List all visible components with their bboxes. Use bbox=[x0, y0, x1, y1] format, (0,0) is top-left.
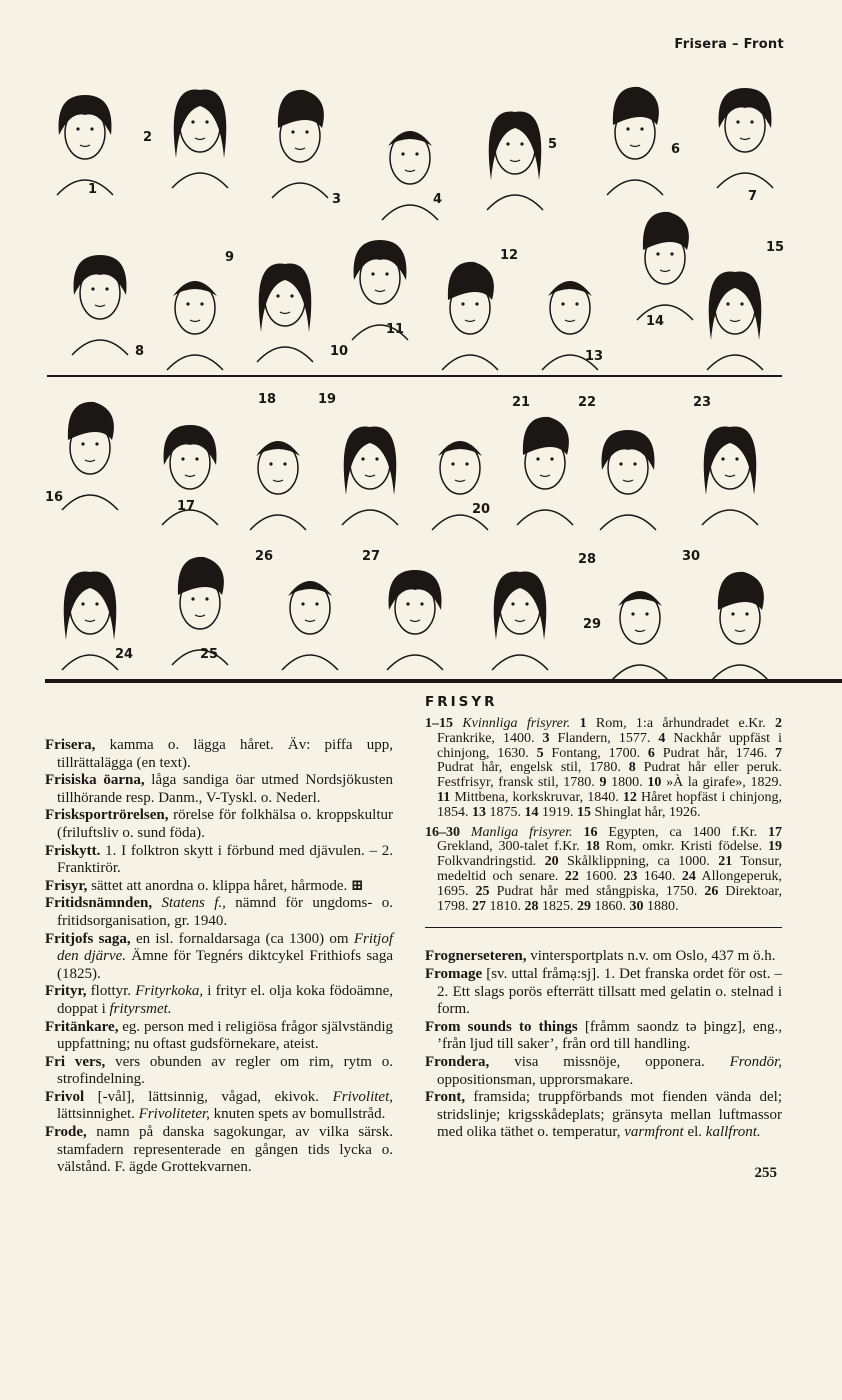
entry-text: 1825. bbox=[538, 898, 577, 914]
hairstyle-figure-12 bbox=[442, 262, 498, 370]
eye bbox=[375, 457, 378, 460]
entry-text: i frityr el. olja koka födoämne, doppat i bbox=[57, 983, 393, 1017]
entry-headword: Friskytt. bbox=[45, 842, 101, 859]
hairstyle-figure-1 bbox=[57, 95, 113, 195]
shoulders bbox=[600, 515, 656, 530]
entry-text: rörelse för folkhälsa o. kroppskultur (friluftsliv o. sund föda). bbox=[57, 807, 393, 841]
entry-text: Folkvandringstid. bbox=[437, 854, 545, 870]
entry-text: 18 bbox=[585, 839, 600, 855]
eye bbox=[276, 294, 279, 297]
italic-term: Kvinnliga frisyrer. bbox=[462, 716, 571, 731]
italic-term: kallfront. bbox=[705, 1124, 761, 1141]
caption-title: FRISYR bbox=[425, 694, 498, 710]
eye bbox=[283, 462, 286, 465]
entry-headword: Frityr, bbox=[45, 983, 87, 1000]
shoulders bbox=[272, 183, 328, 198]
eye bbox=[745, 612, 748, 615]
eye bbox=[291, 130, 294, 133]
figure-number: 28 bbox=[578, 552, 597, 567]
eye bbox=[640, 127, 643, 130]
entry-text: Flandern, 1577. bbox=[549, 730, 659, 746]
entry-headword: Fri vers, bbox=[45, 1053, 106, 1070]
shoulders bbox=[612, 665, 668, 680]
shoulders bbox=[492, 655, 548, 670]
hairstyle-figure-15 bbox=[707, 272, 763, 370]
entry-text: 3 bbox=[542, 730, 550, 746]
hairstyle-figure-30 bbox=[712, 572, 768, 680]
entry-text: ⊞ bbox=[351, 877, 364, 894]
entry-text: sättet att anordna o. klippa håret, hårmode. bbox=[87, 877, 352, 894]
entry-text: Pudrat hår, 1746. bbox=[654, 745, 776, 761]
entry-text: 11 bbox=[437, 789, 451, 805]
entry-text: 29 bbox=[577, 898, 591, 914]
shoulders bbox=[57, 180, 113, 195]
shoulders bbox=[250, 515, 306, 530]
eye bbox=[631, 612, 634, 615]
figure-number: 14 bbox=[646, 314, 665, 329]
illustration-caption bbox=[425, 717, 782, 919]
italic-term: Manliga frisyrer. bbox=[470, 824, 573, 840]
shoulders bbox=[72, 340, 128, 355]
eye bbox=[619, 462, 622, 465]
eye bbox=[90, 127, 93, 130]
figure-number: 8 bbox=[135, 344, 145, 359]
italic-term: Frivoliteter, bbox=[138, 1106, 210, 1123]
entry-text: 1860. bbox=[591, 898, 630, 914]
hairstyle-figure-8 bbox=[72, 255, 128, 355]
entry-text: 5 bbox=[536, 745, 544, 761]
plate-divider bbox=[47, 375, 782, 377]
entry-headword: Fritidsnämnden, bbox=[45, 895, 153, 912]
dictionary-entry bbox=[425, 1054, 782, 1089]
dictionary-entry bbox=[45, 737, 393, 772]
entry-text: vintersportplats n.v. om Oslo, 437 m ö.h. bbox=[526, 948, 776, 965]
shoulders bbox=[382, 205, 438, 220]
entry-text bbox=[152, 895, 161, 911]
eye bbox=[81, 442, 84, 445]
hairstyle-figure-5 bbox=[487, 112, 543, 210]
shoulders bbox=[167, 355, 223, 370]
hairstyle-figure-6 bbox=[607, 87, 663, 195]
italic-term: Frondör, bbox=[729, 1053, 782, 1070]
eye bbox=[475, 302, 478, 305]
caption-rule bbox=[425, 927, 782, 928]
eye bbox=[406, 602, 409, 605]
entry-text: 22 bbox=[564, 868, 579, 884]
caption-paragraph bbox=[425, 717, 782, 821]
entry-text: el. bbox=[683, 1124, 706, 1141]
entry-headword: Fritjofs saga, bbox=[45, 930, 131, 947]
entry-text: lättsinnighet. bbox=[57, 1106, 139, 1123]
entry-text: 12 bbox=[622, 789, 637, 805]
hairstyle-figure-2 bbox=[172, 90, 228, 188]
entry-text: 1800. bbox=[606, 775, 648, 791]
entry-text: Egypten, ca 1400 f.Kr. bbox=[597, 824, 768, 840]
hairstyle-figure-3 bbox=[272, 90, 328, 198]
figure-number: 27 bbox=[362, 549, 381, 564]
eye bbox=[401, 152, 404, 155]
entry-text: 9 bbox=[599, 775, 607, 791]
entry-text: Rom, omkr. Kristi födelse. bbox=[599, 839, 768, 855]
figure-number: 13 bbox=[585, 349, 604, 364]
entry-text: Tonsur, medeltid och senare. bbox=[437, 854, 782, 884]
entry-text: 1919. bbox=[538, 804, 577, 820]
entry-text: framsida; truppförbands mot fienden vända del; stridslinje; krigsskådeplats; gränsyta mellan luftmassor med olika täthet o. temperatur, bbox=[437, 1089, 782, 1141]
entry-text: namn på danska sagokungar, av vilka särsk. stamfadern representerade en gången tids lycka o. välstånd. F. ägde Grottekvarnen. bbox=[57, 1124, 393, 1176]
entry-headword: Frisiska öarna, bbox=[45, 772, 145, 789]
eye bbox=[465, 462, 468, 465]
hairstyle-figure-9 bbox=[167, 281, 223, 370]
entry-headword: Frivol bbox=[45, 1088, 85, 1105]
entry-text: Fontang, 1700. bbox=[543, 745, 648, 761]
dictionary-entry bbox=[45, 843, 393, 878]
shoulders bbox=[702, 510, 758, 525]
entry-text: nämnd för ungdoms- o. fritidsorganisation, gr. 1940. bbox=[57, 895, 393, 929]
entry-text: 15 bbox=[577, 804, 591, 820]
eye bbox=[191, 597, 194, 600]
eye bbox=[506, 142, 509, 145]
eye bbox=[415, 152, 418, 155]
shoulders bbox=[442, 355, 498, 370]
entry-headword: Fritänkare, bbox=[45, 1018, 119, 1035]
hairstyle-figure-27 bbox=[387, 570, 443, 670]
eye bbox=[195, 457, 198, 460]
figure-number: 17 bbox=[177, 499, 196, 514]
shoulders bbox=[62, 495, 118, 510]
eye bbox=[95, 442, 98, 445]
entry-text: 24 bbox=[681, 868, 696, 884]
entry-text: 8 bbox=[628, 760, 636, 776]
entry-text: 1. I folktron skytt i förbund med djävulen. – 2. Franktirör. bbox=[57, 842, 393, 877]
figure-number: 30 bbox=[682, 549, 701, 564]
entry-text: Rom, 1:a århundradet e.Kr. bbox=[586, 716, 776, 731]
entry-text: Skålklippning, ca 1000. bbox=[558, 854, 719, 870]
entry-text: 2 bbox=[775, 716, 783, 731]
eye bbox=[191, 120, 194, 123]
hairstyle-figure-22 bbox=[600, 430, 656, 530]
eye bbox=[536, 457, 539, 460]
eye bbox=[95, 602, 98, 605]
dictionary-entry bbox=[45, 1089, 393, 1124]
entry-text bbox=[453, 716, 462, 731]
hairstyle-figure-14 bbox=[637, 212, 693, 320]
entry-text: 1875. bbox=[486, 804, 525, 820]
entry-text: visa missnöje, opponera. bbox=[489, 1053, 730, 1070]
entry-text: [fråmm saondz tə þingz], eng., ’från ljud till saker’, från ord till handling. bbox=[437, 1018, 782, 1053]
right-column-entries bbox=[425, 948, 782, 1142]
figure-number: 23 bbox=[693, 395, 712, 410]
eye bbox=[561, 302, 564, 305]
entry-text: 26 bbox=[704, 883, 719, 899]
dictionary-entry bbox=[45, 983, 393, 1018]
entry-headword: Frisyr, bbox=[45, 877, 88, 894]
entry-text: oppositionsman, upprorsmakare. bbox=[437, 1071, 634, 1088]
figure-number: 12 bbox=[500, 248, 519, 263]
shoulders bbox=[517, 510, 573, 525]
entry-text: 23 bbox=[623, 868, 638, 884]
figure-number: 3 bbox=[332, 192, 342, 207]
shoulders bbox=[717, 173, 773, 188]
shoulders bbox=[607, 180, 663, 195]
eye bbox=[290, 294, 293, 297]
hairstyle-figure-24 bbox=[62, 572, 118, 670]
figure-number: 15 bbox=[766, 240, 785, 255]
hairstyle-figure-7 bbox=[717, 88, 773, 188]
eye bbox=[721, 457, 724, 460]
entry-text: låga sandiga öar utmed Nordsjökusten tillhörande resp. Danm., V-Tyskl. o. Nederl. bbox=[57, 772, 393, 806]
shoulders bbox=[342, 510, 398, 525]
entry-text bbox=[460, 825, 471, 840]
figure-number: 1 bbox=[88, 182, 98, 197]
hairstyle-figure-4 bbox=[382, 131, 438, 220]
shoulders bbox=[432, 515, 488, 530]
eye bbox=[420, 602, 423, 605]
eye bbox=[200, 302, 203, 305]
hairstyle-figure-23 bbox=[702, 427, 758, 525]
figure-number: 16 bbox=[45, 490, 64, 505]
entry-text: Allongeperuk, 1695. bbox=[437, 868, 783, 899]
entry-text: 28 bbox=[524, 898, 539, 914]
figure-number: 22 bbox=[578, 395, 597, 410]
section-divider bbox=[45, 679, 842, 683]
italic-term: Frivolitet, bbox=[332, 1088, 393, 1105]
figure-number: 25 bbox=[200, 647, 219, 662]
eye bbox=[181, 457, 184, 460]
hairstyle-figure-16 bbox=[62, 402, 118, 510]
figure-number: 10 bbox=[330, 344, 349, 359]
running-head: Frisera – Front bbox=[674, 37, 784, 52]
entry-text: »À la girafe», 1829. bbox=[661, 775, 782, 791]
entry-text: 17 bbox=[768, 824, 782, 840]
eye bbox=[735, 457, 738, 460]
entry-text: eg. person med i religiösa frågor självständig uppfattning; nu oftast gudsförnekare, ateist. bbox=[57, 1018, 393, 1053]
dictionary-entry bbox=[45, 1124, 393, 1177]
entry-headword: Fromage bbox=[425, 965, 483, 982]
eye bbox=[645, 612, 648, 615]
entry-text: 21 bbox=[718, 854, 733, 870]
figure-number: 11 bbox=[386, 322, 405, 337]
eye bbox=[626, 127, 629, 130]
hairstyle-drawings bbox=[0, 0, 842, 690]
hairstyle-illustrations bbox=[0, 0, 842, 690]
eye bbox=[301, 602, 304, 605]
figure-number: 24 bbox=[115, 647, 134, 662]
eye bbox=[361, 457, 364, 460]
dictionary-entry bbox=[425, 948, 782, 966]
entry-headword: From sounds to things bbox=[425, 1018, 578, 1035]
eye bbox=[205, 120, 208, 123]
eye bbox=[269, 462, 272, 465]
hairstyle-figure-21 bbox=[517, 417, 573, 525]
figure-number: 20 bbox=[472, 502, 491, 517]
entry-text: 13 bbox=[472, 804, 486, 820]
entry-text: Ämne för Tegnérs diktcykel Frithiofs saga (1825). bbox=[57, 948, 393, 982]
figure-number: 2 bbox=[143, 130, 153, 145]
dictionary-entry bbox=[425, 966, 782, 1019]
figure-number: 29 bbox=[583, 617, 602, 632]
entry-text: Mittbena, korkskruvar, 1840. bbox=[450, 789, 623, 805]
eye bbox=[511, 602, 514, 605]
entry-text: 16 bbox=[583, 824, 598, 840]
entry-text: kamma o. lägga håret. Äv: piffa upp, tillrättalägga (en text). bbox=[57, 737, 393, 771]
eye bbox=[525, 602, 528, 605]
dictionary-entry bbox=[45, 878, 393, 896]
shoulders bbox=[172, 173, 228, 188]
dictionary-entry bbox=[45, 807, 393, 842]
eye bbox=[315, 602, 318, 605]
hairstyle-figure-10 bbox=[257, 264, 313, 362]
entry-text: [-vål], lättsinnig, vågad, ekivok. bbox=[84, 1088, 333, 1105]
figure-number: 7 bbox=[748, 189, 758, 204]
entry-text bbox=[570, 716, 579, 731]
eye bbox=[385, 272, 388, 275]
entry-text: Grekland, 300-talet f.Kr. bbox=[437, 839, 586, 855]
entry-text: 16–30 bbox=[425, 824, 460, 840]
figure-number: 18 bbox=[258, 392, 277, 407]
eye bbox=[371, 272, 374, 275]
shoulders bbox=[707, 355, 763, 370]
entry-headword: Frisera, bbox=[45, 737, 96, 753]
italic-term: varmfront bbox=[624, 1124, 684, 1141]
figure-number: 9 bbox=[225, 250, 235, 265]
entry-text: Frankrike, 1400. bbox=[437, 730, 543, 746]
eye bbox=[731, 612, 734, 615]
hairstyle-figure-18 bbox=[250, 441, 306, 530]
eye bbox=[205, 597, 208, 600]
figure-number: 4 bbox=[433, 192, 443, 207]
eye bbox=[461, 302, 464, 305]
eye bbox=[76, 127, 79, 130]
entry-headword: Frondera, bbox=[425, 1053, 490, 1070]
dictionary-entry bbox=[425, 1019, 782, 1054]
figure-number: 21 bbox=[512, 395, 531, 410]
entry-text: 1600. bbox=[578, 868, 624, 884]
entry-text: 1810. bbox=[486, 898, 525, 914]
figure-number: 6 bbox=[671, 142, 681, 157]
entry-text: Shinglat hår, 1926. bbox=[591, 804, 701, 820]
eye bbox=[736, 120, 739, 123]
italic-term: Frityrkoka, bbox=[135, 983, 204, 1000]
entry-text: 20 bbox=[544, 854, 559, 870]
entry-text: Nackhår uppfäst i chinjong, 1630. bbox=[437, 730, 782, 761]
entry-text: 6 bbox=[647, 745, 655, 761]
entry-text: en isl. fornaldarsaga (ca 1300) om bbox=[130, 930, 354, 947]
eye bbox=[186, 302, 189, 305]
eye bbox=[670, 252, 673, 255]
eye bbox=[91, 287, 94, 290]
eye bbox=[305, 130, 308, 133]
entry-headword: Front, bbox=[425, 1089, 466, 1106]
shoulders bbox=[62, 655, 118, 670]
eye bbox=[575, 302, 578, 305]
dictionary-entry bbox=[45, 772, 393, 807]
hairstyle-figure-29 bbox=[612, 591, 668, 680]
entry-text: Direktoar, 1798. bbox=[437, 883, 783, 914]
figure-number: 26 bbox=[255, 549, 274, 564]
right-column bbox=[425, 693, 782, 1182]
entry-text: 14 bbox=[524, 804, 539, 820]
shoulders bbox=[387, 655, 443, 670]
entry-text: Pudrat hår eller peruk. Festfrisyr, fransk stil, 1780. bbox=[437, 760, 782, 791]
entry-text: 10 bbox=[647, 775, 662, 791]
shoulders bbox=[282, 655, 338, 670]
entry-headword: Frode, bbox=[45, 1124, 87, 1141]
entry-text: 7 bbox=[775, 745, 783, 761]
shoulders bbox=[712, 665, 768, 680]
figure-number: 5 bbox=[548, 137, 558, 152]
entry-text: flottyr. bbox=[86, 983, 136, 1000]
italic-term: frityrsmet. bbox=[109, 1000, 172, 1017]
entry-text: 1–15 bbox=[425, 716, 453, 731]
eye bbox=[726, 302, 729, 305]
page-number: 255 bbox=[754, 1164, 777, 1181]
dictionary-entry bbox=[45, 1054, 393, 1089]
dictionary-entry bbox=[425, 1089, 782, 1142]
entry-text: vers obunden av regler om rim, rytm o. strofindelning. bbox=[57, 1053, 394, 1088]
italic-term: Statens f., bbox=[161, 895, 226, 912]
dictionary-entry bbox=[45, 931, 393, 984]
entry-text: Pudrat hår, engelsk stil, 1780. bbox=[437, 760, 629, 776]
eye bbox=[81, 602, 84, 605]
entry-headword: Frognerseteren, bbox=[425, 948, 527, 965]
entry-headword: Frisksportrörelsen, bbox=[45, 807, 169, 824]
entry-text: 25 bbox=[475, 883, 490, 899]
eye bbox=[750, 120, 753, 123]
shoulders bbox=[257, 347, 313, 362]
hairstyle-figure-19 bbox=[342, 427, 398, 525]
dictionary-entry bbox=[45, 895, 393, 930]
entry-text: Håret hopfäst i chinjong, 1854. bbox=[437, 789, 782, 820]
italic-term: Fritjof den djärve. bbox=[57, 930, 393, 965]
hairstyle-figure-26 bbox=[282, 581, 338, 670]
shoulders bbox=[487, 195, 543, 210]
eye bbox=[550, 457, 553, 460]
eye bbox=[740, 302, 743, 305]
eye bbox=[520, 142, 523, 145]
entry-text: 30 bbox=[629, 898, 644, 914]
left-column-entries bbox=[45, 737, 393, 1177]
entry-text: [sv. uttal fråmạ:sj]. 1. Det franska ordet för ost. – 2. Ett slags porös efterrätt tillsatt med gelatin o. stelnad i form. bbox=[437, 965, 782, 1018]
entry-text: 1 bbox=[579, 716, 587, 731]
eye bbox=[656, 252, 659, 255]
eye bbox=[451, 462, 454, 465]
entry-text: 4 bbox=[658, 730, 666, 746]
entry-text: 1880. bbox=[643, 898, 679, 914]
entry-text: knuten spets av bomullstråd. bbox=[209, 1106, 386, 1123]
caption-paragraph bbox=[425, 826, 782, 915]
entry-text bbox=[573, 825, 584, 840]
figure-number: 19 bbox=[318, 392, 337, 407]
hairstyle-figure-28 bbox=[492, 572, 548, 670]
entry-text: Pudrat hår med stångpiska, 1750. bbox=[489, 883, 705, 899]
dictionary-entry bbox=[45, 1019, 393, 1054]
entry-text: 19 bbox=[768, 839, 782, 855]
entry-text: 1640. bbox=[637, 868, 682, 884]
eye bbox=[105, 287, 108, 290]
eye bbox=[633, 462, 636, 465]
entry-text: 27 bbox=[472, 898, 486, 914]
